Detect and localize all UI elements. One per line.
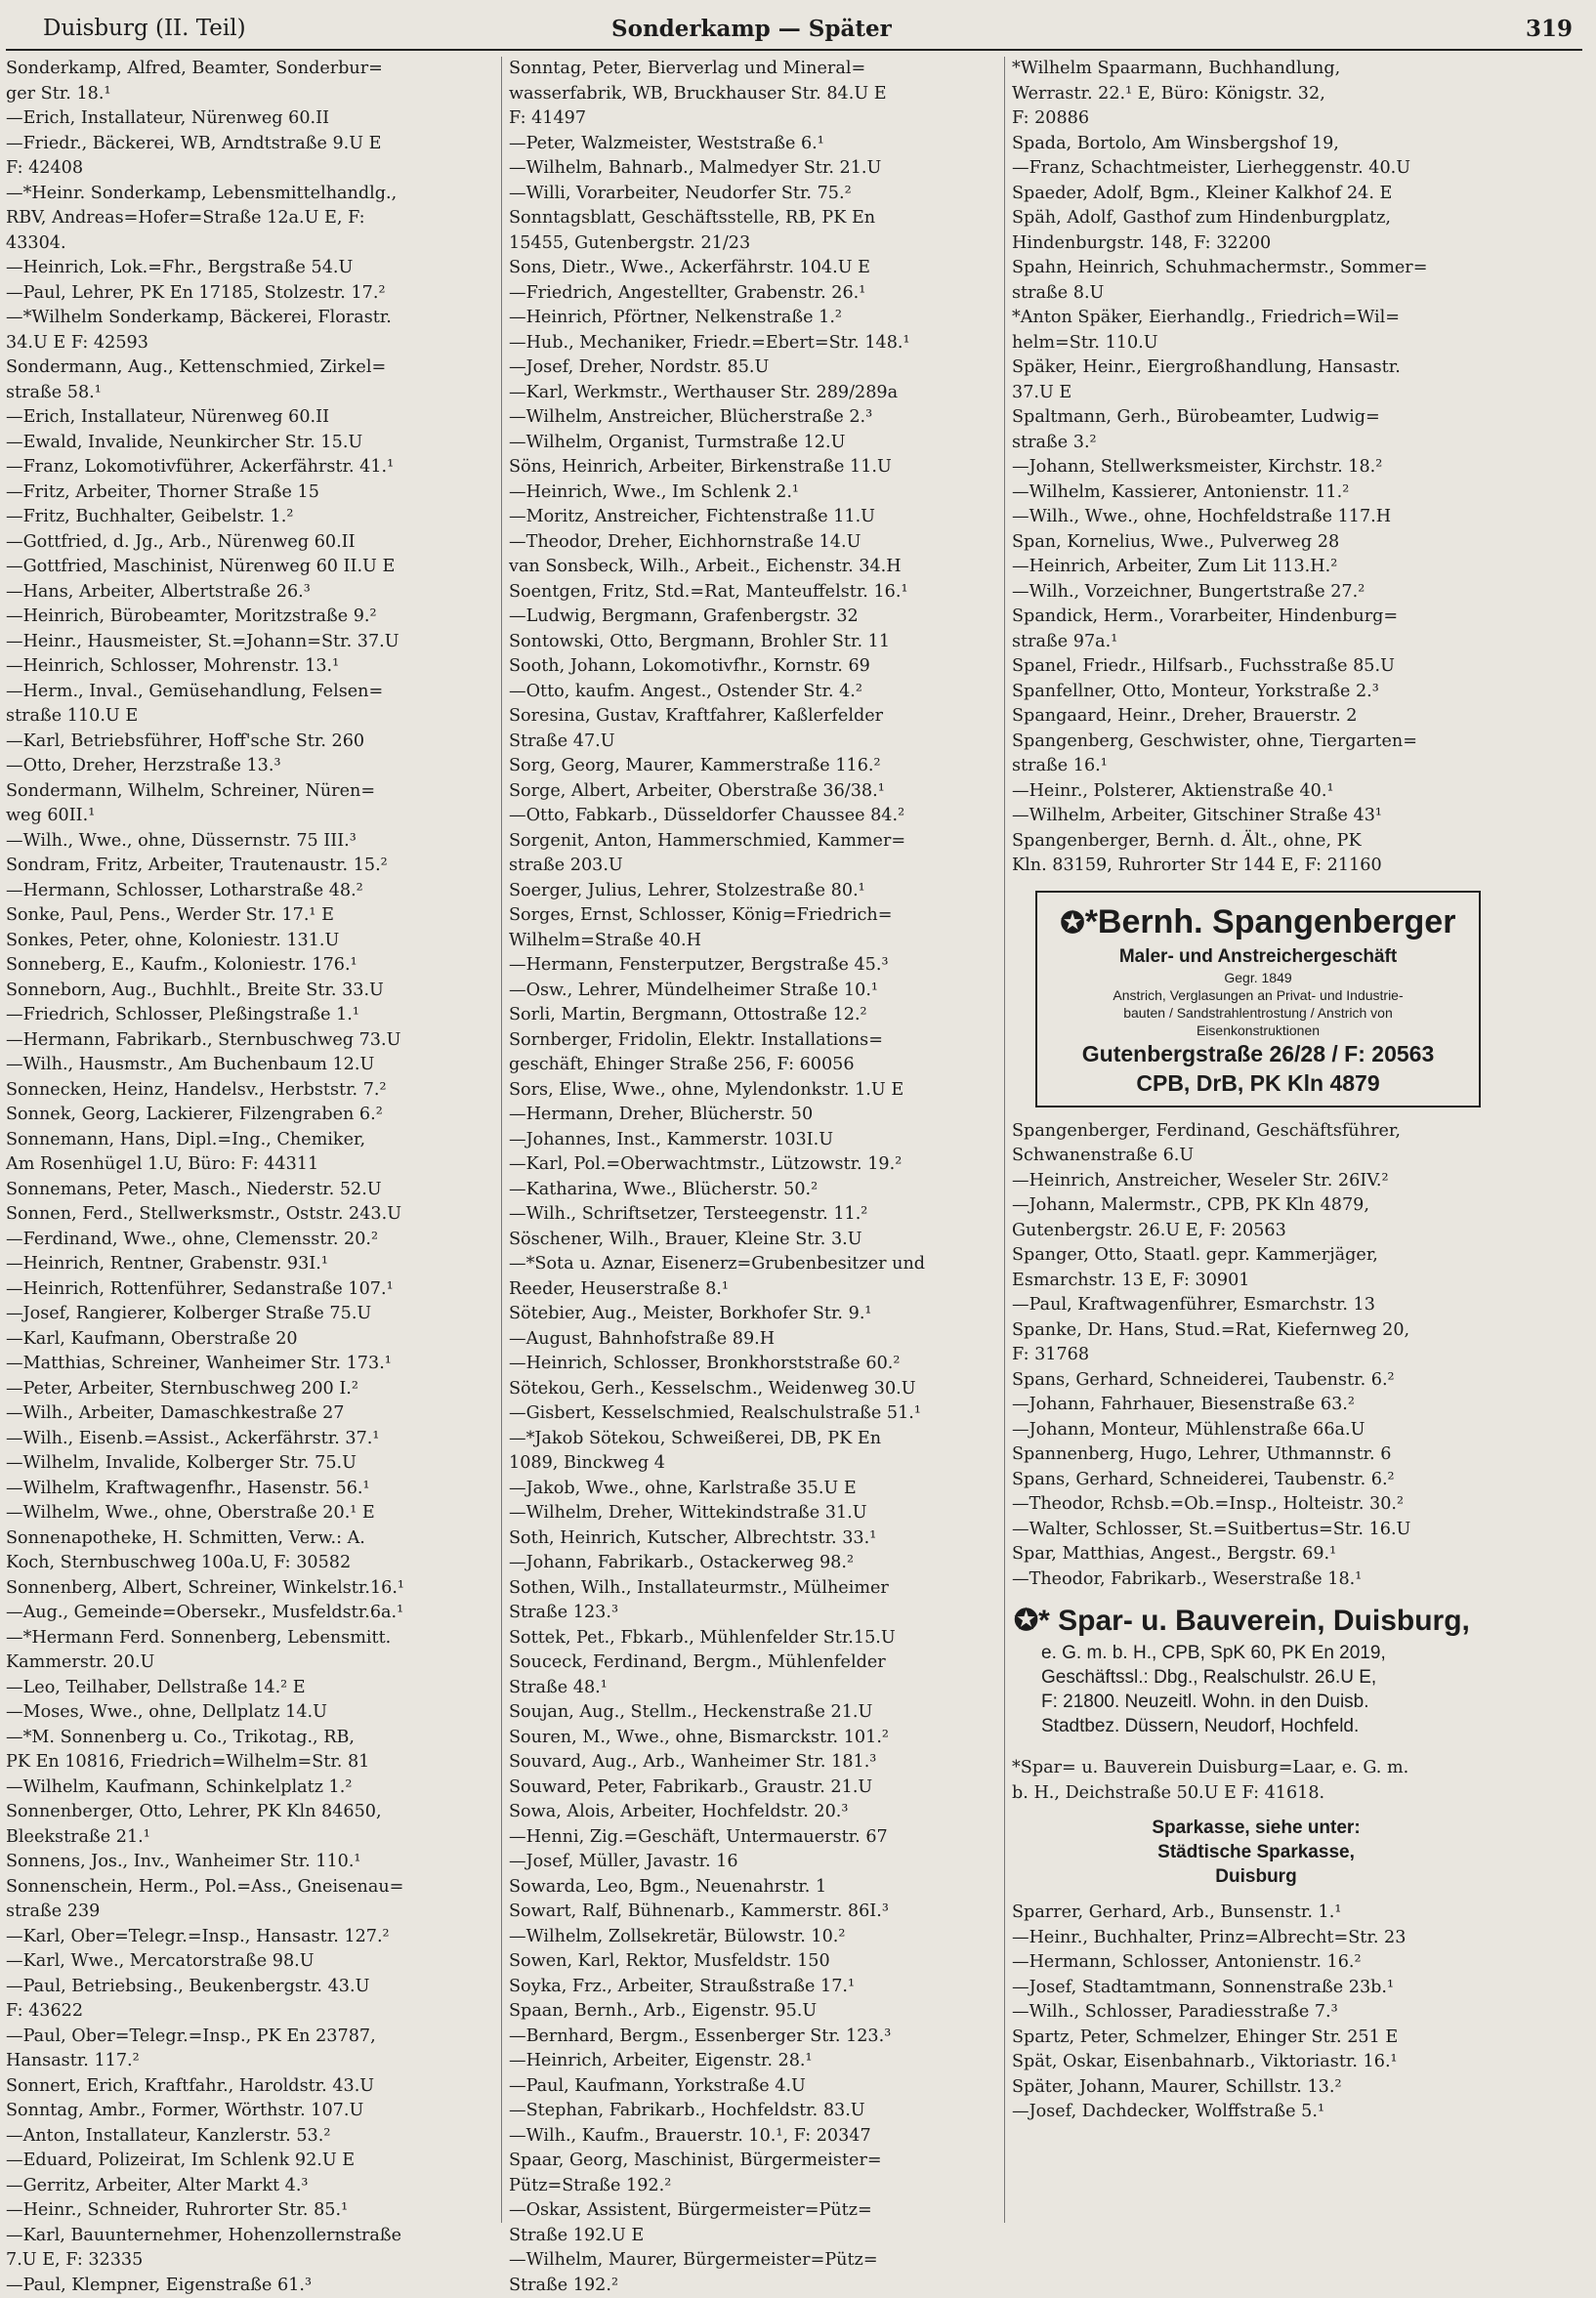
directory-entry-line: RBV, Andreas=Hofer=Straße 12a.U E, F: (6, 206, 494, 231)
directory-entry-line: —Friedrich, Angestellter, Grabenstr. 26.¹ (509, 281, 997, 307)
directory-entry-line: —Heinrich, Wwe., Im Schlenk 2.¹ (509, 480, 997, 506)
directory-entry-line: Sonntagsblatt, Geschäftsstelle, RB, PK En (509, 206, 997, 231)
directory-entry-line: —Hub., Mechaniker, Friedr.=Ebert=Str. 148.¹ (509, 331, 997, 356)
directory-entry-line: —Wilh., Arbeiter, Damaschkestraße 27 (6, 1401, 494, 1427)
directory-entry-line: —Anton, Installateur, Kanzlerstr. 53.² (6, 2124, 494, 2150)
directory-entry-line: Sorgenit, Anton, Hammerschmied, Kammer= (509, 829, 997, 855)
directory-entry-line: Spandick, Herm., Vorarbeiter, Hindenburg= (1012, 605, 1500, 630)
column-3-mid-entries (1012, 1119, 1500, 1593)
directory-entry-line: —Heinrich, Bürobeamter, Moritzstraße 9.² (6, 605, 494, 630)
directory-entry-line: —Heinrich, Arbeiter, Eigenstr. 28.¹ (509, 2049, 997, 2074)
directory-entry-line: —Fritz, Buchhalter, Geibelstr. 1.² (6, 505, 494, 530)
directory-entry-line: —*Hermann Ferd. Sonnenberg, Lebensmitt. (6, 1626, 494, 1651)
directory-entry-line: —Paul, Kaufmann, Yorkstraße 4.U (509, 2074, 997, 2100)
directory-entry-line: Spaan, Bernh., Arb., Eigenstr. 95.U (509, 1999, 997, 2025)
directory-entry-line: Sontowski, Otto, Bergmann, Brohler Str. 11 (509, 630, 997, 655)
directory-entry-line: —Wilhelm, Kaufmann, Schinkelplatz 1.² (6, 1776, 494, 1801)
directory-entry-line: Später, Johann, Maurer, Schillstr. 13.² (1012, 2075, 1500, 2101)
directory-entry-line: Sonneberg, E., Kaufm., Koloniestr. 176.¹ (6, 953, 494, 979)
directory-entry-line: Sondermann, Aug., Kettenschmied, Zirkel= (6, 355, 494, 381)
directory-entry-line: —August, Bahnhofstraße 89.H (509, 1327, 997, 1353)
directory-entry-line: —Jakob, Wwe., ohne, Karlstraße 35.U E (509, 1477, 997, 1502)
directory-entry-line: Spanfellner, Otto, Monteur, Yorkstraße 2.³ (1012, 680, 1500, 705)
directory-entry-line: Sonke, Paul, Pens., Werder Str. 17.¹ E (6, 903, 494, 929)
directory-entry-line: straße 58.¹ (6, 381, 494, 406)
directory-entry-line: Sonnenberger, Otto, Lehrer, PK Kln 84650, (6, 1800, 494, 1825)
directory-entry-line: —Otto, kaufm. Angest., Ostender Str. 4.² (509, 680, 997, 705)
directory-entry-line: Sondermann, Wilhelm, Schreiner, Nüren= (6, 779, 494, 805)
ad-banks: CPB, DrB, PK Kln 4879 (1047, 1068, 1469, 1098)
directory-entry-line: —Wilh., Schriftsetzer, Tersteegenstr. 11.² (509, 1202, 997, 1228)
directory-entry-line: —Hermann, Schlosser, Antonienstr. 16.² (1012, 1950, 1500, 1976)
directory-entry-line: —Erich, Installateur, Nürenweg 60.II (6, 405, 494, 431)
directory-entry-line: Spans, Gerhard, Schneiderei, Taubenstr. 6.² (1012, 1368, 1500, 1394)
directory-entry-line: Spans, Gerhard, Schneiderei, Taubenstr. 6.² (1012, 1468, 1500, 1493)
directory-entry-line: Sons, Dietr., Wwe., Ackerfährstr. 104.U E (509, 256, 997, 281)
directory-entry-line: —Paul, Klempner, Eigenstraße 61.³ (6, 2274, 494, 2298)
directory-entry-line: —Erich, Installateur, Nürenweg 60.II (6, 106, 494, 132)
directory-entry-line: —Wilh., Schlosser, Paradiesstraße 7.³ (1012, 2000, 1500, 2026)
directory-entry-line: b. H., Deichstraße 50.U E F: 41618. (1012, 1781, 1500, 1807)
directory-entry-line: —Heinrich, Anstreicher, Weseler Str. 26IV.² (1012, 1169, 1500, 1194)
directory-entry-line: Sottek, Pet., Fbkarb., Mühlenfelder Str.15.U (509, 1626, 997, 1651)
directory-entry-line: Pütz=Straße 192.² (509, 2174, 997, 2199)
directory-entry-line: Spanel, Friedr., Hilfsarb., Fuchsstraße 85.U (1012, 654, 1500, 680)
directory-entry-line: —Hermann, Fabrikarb., Sternbuschweg 73.U (6, 1028, 494, 1054)
directory-entry-line: Sötebier, Aug., Meister, Borkhofer Str. 9.¹ (509, 1302, 997, 1327)
page-number: 319 (1526, 16, 1573, 42)
directory-entry-line: —Wilhelm, Anstreicher, Blücherstraße 2.³ (509, 405, 997, 431)
directory-entry-line: Souward, Peter, Fabrikarb., Graustr. 21.U (509, 1776, 997, 1801)
spar-line-2: Geschäftssl.: Dbg., Realschulstr. 26.U E, (1014, 1665, 1500, 1690)
directory-entry-line: —Otto, Fabkarb., Düsseldorfer Chaussee 84.² (509, 804, 997, 829)
directory-entry-line: Straße 47.U (509, 730, 997, 755)
directory-entry-line: Späh, Adolf, Gasthof zum Hindenburgplatz, (1012, 206, 1500, 231)
directory-entry-line: Sonnenberg, Albert, Schreiner, Winkelstr.16.¹ (6, 1576, 494, 1602)
directory-entry-line: —Johann, Fabrikarb., Ostackerweg 98.² (509, 1551, 997, 1576)
directory-entry-line: straße 8.U (1012, 281, 1500, 307)
directory-entry-line: —Wilhelm, Invalide, Kolberger Str. 75.U (6, 1451, 494, 1477)
directory-entry-line: wasserfabrik, WB, Bruckhauser Str. 84.U E (509, 82, 997, 107)
directory-entry-line: Sorge, Albert, Arbeiter, Oberstraße 36/38.¹ (509, 779, 997, 805)
directory-entry-line: Sötekou, Gerh., Kesselschm., Weidenweg 30.U (509, 1377, 997, 1402)
directory-entry-line: F: 31768 (1012, 1343, 1500, 1368)
directory-entry-line: —Peter, Arbeiter, Sternbuschweg 200 I.² (6, 1377, 494, 1402)
directory-entry-line: straße 97a.¹ (1012, 630, 1500, 655)
directory-entry-line: —Gottfried, Maschinist, Nürenweg 60 II.U E (6, 555, 494, 580)
sparkasse-line-1: Sparkasse, siehe unter: (1012, 1816, 1500, 1840)
directory-entry-line: 37.U E (1012, 381, 1500, 406)
directory-entry-line: —Friedrich, Schlosser, Pleßingstraße 1.¹ (6, 1003, 494, 1028)
directory-entry-line: —*M. Sonnenberg u. Co., Trikotag., RB, (6, 1726, 494, 1751)
directory-entry-line: —Willi, Vorarbeiter, Neudorfer Str. 75.² (509, 182, 997, 207)
ad-description-1: Anstrich, Verglasungen an Privat- und Industrie- (1047, 986, 1469, 1004)
directory-entry-line: —Stephan, Fabrikarb., Hochfeldstr. 83.U (509, 2099, 997, 2124)
directory-entry-line: —Karl, Kaufmann, Oberstraße 20 (6, 1327, 494, 1353)
directory-entry-line: Sooth, Johann, Lokomotivfhr., Kornstr. 69 (509, 654, 997, 680)
directory-entry-line: Sowen, Karl, Rektor, Musfeldstr. 150 (509, 1949, 997, 1975)
directory-entry-line: —Wilh., Hausmstr., Am Buchenbaum 12.U (6, 1053, 494, 1078)
directory-entry-line: —Peter, Walzmeister, Weststraße 6.¹ (509, 132, 997, 157)
directory-entry-line: —Wilhelm, Kassierer, Antonienstr. 11.² (1012, 480, 1500, 506)
directory-entry-line: —Wilhelm, Kraftwagenfhr., Hasenstr. 56.¹ (6, 1477, 494, 1502)
directory-entry-line: F: 20886 (1012, 106, 1500, 132)
directory-entry-line: —Eduard, Polizeirat, Im Schlenk 92.U E (6, 2149, 494, 2174)
directory-entry-line: Straße 192.U E (509, 2224, 997, 2249)
directory-entry-line: —Josef, Müller, Javastr. 16 (509, 1850, 997, 1875)
directory-entry-line: Sparrer, Gerhard, Arb., Bunsenstr. 1.¹ (1012, 1901, 1500, 1926)
directory-entry-line: —Gottfried, d. Jg., Arb., Nürenweg 60.II (6, 530, 494, 556)
directory-entry-line: Hansastr. 117.² (6, 2049, 494, 2074)
spar-line-4: Stadtbez. Düssern, Neudorf, Hochfeld. (1014, 1714, 1500, 1738)
directory-entry-line: Späker, Heinr., Eiergroßhandlung, Hansastr. (1012, 355, 1500, 381)
directory-entry-line: Sonnek, Georg, Lackierer, Filzengraben 6.² (6, 1103, 494, 1128)
columns (6, 57, 1582, 2225)
directory-entry-line: Bleekstraße 21.¹ (6, 1825, 494, 1851)
spar-title: * Spar- u. Bauverein, Duisburg, (1038, 1605, 1470, 1637)
ad-founded: Gegr. 1849 (1047, 969, 1469, 986)
directory-entry-line: Sorli, Martin, Bergmann, Ottostraße 12.² (509, 1003, 997, 1028)
directory-entry-line: Spangenberger, Bernh. d. Ält., ohne, PK (1012, 829, 1500, 855)
directory-entry-line: —Karl, Werkmstr., Werthauser Str. 289/289a (509, 381, 997, 406)
spar-bauverein-block (1014, 1602, 1500, 1738)
directory-entry-line: Reeder, Heuserstraße 8.¹ (509, 1277, 997, 1303)
ad-address: Gutenbergstraße 26/28 / F: 20563 (1047, 1039, 1469, 1068)
directory-entry-line: Sonnen, Ferd., Stellwerksmstr., Oststr. 243.U (6, 1202, 494, 1228)
directory-entry-line: Söns, Heinrich, Arbeiter, Birkenstraße 11.U (509, 455, 997, 480)
directory-entry-line: Kammerstr. 20.U (6, 1650, 494, 1676)
directory-entry-line: —Heinr., Polsterer, Aktienstraße 40.¹ (1012, 779, 1500, 805)
directory-entry-line: —Johann, Malermstr., CPB, PK Kln 4879, (1012, 1193, 1500, 1219)
directory-entry-line: *Spar= u. Bauverein Duisburg=Laar, e. G. m. (1012, 1756, 1500, 1781)
sparkasse-line-2: Städtische Sparkasse, (1012, 1840, 1500, 1864)
directory-entry-line: Straße 123.³ (509, 1601, 997, 1626)
directory-entry-line: Spät, Oskar, Eisenbahnarb., Viktoriastr. 16.¹ (1012, 2050, 1500, 2075)
directory-entry-line: Soresina, Gustav, Kraftfahrer, Kaßlerfelder (509, 704, 997, 730)
directory-entry-line: Soth, Heinrich, Kutscher, Albrechtstr. 33.¹ (509, 1526, 997, 1552)
directory-entry-line: Sonkes, Peter, ohne, Koloniestr. 131.U (6, 929, 494, 954)
directory-entry-line: —Leo, Teilhaber, Dellstraße 14.² E (6, 1676, 494, 1701)
directory-entry-line: —Osw., Lehrer, Mündelheimer Straße 10.¹ (509, 979, 997, 1004)
directory-entry-line: —Johann, Fahrhauer, Biesenstraße 63.² (1012, 1393, 1500, 1418)
directory-entry-line: Sonderkamp, Alfred, Beamter, Sonderbur= (6, 57, 494, 82)
directory-entry-line: Sorges, Ernst, Schlosser, König=Friedrich= (509, 903, 997, 929)
directory-entry-line: Spar, Matthias, Angest., Bergstr. 69.¹ (1012, 1542, 1500, 1567)
directory-entry-line: weg 60II.¹ (6, 804, 494, 829)
directory-entry-line: —Johannes, Inst., Kammerstr. 103I.U (509, 1128, 997, 1153)
directory-entry-line: —Walter, Schlosser, St.=Suitbertus=Str. 16.U (1012, 1518, 1500, 1543)
directory-entry-line: —Wilhelm, Bahnarb., Malmedyer Str. 21.U (509, 156, 997, 182)
directory-entry-line: Soujan, Aug., Stellm., Heckenstraße 21.U (509, 1700, 997, 1726)
directory-entry-line: Spaar, Georg, Maschinist, Bürgermeister= (509, 2149, 997, 2174)
directory-entry-line: —Ferdinand, Wwe., ohne, Clemensstr. 20.² (6, 1228, 494, 1253)
directory-entry-line: Esmarchstr. 13 E, F: 30901 (1012, 1269, 1500, 1294)
directory-entry-line: —Josef, Rangierer, Kolberger Straße 75.U (6, 1302, 494, 1327)
column-3 (1012, 57, 1500, 2223)
header-city: Duisburg (II. Teil) (43, 16, 246, 41)
directory-entry-line: —Heinrich, Lok.=Fhr., Bergstraße 54.U (6, 256, 494, 281)
directory-entry-line: —*Jakob Sötekou, Schweißerei, DB, PK En (509, 1427, 997, 1452)
directory-entry-line: Sonnenschein, Herm., Pol.=Ass., Gneisenau= (6, 1875, 494, 1901)
directory-entry-line: —Theodor, Fabrikarb., Weserstraße 18.¹ (1012, 1567, 1500, 1593)
directory-entry-line: Soentgen, Fritz, Std.=Rat, Manteuffelstr. 16.¹ (509, 580, 997, 606)
directory-entry-line: —Josef, Dachdecker, Wolffstraße 5.¹ (1012, 2100, 1500, 2125)
directory-entry-line: Hindenburgstr. 148, F: 32200 (1012, 231, 1500, 257)
directory-entry-line: Spaltmann, Gerh., Bürobeamter, Ludwig= (1012, 405, 1500, 431)
directory-entry-line: Sowarda, Leo, Bgm., Neuenahrstr. 1 (509, 1875, 997, 1901)
spar-line-1: e. G. m. b. H., CPB, SpK 60, PK En 2019, (1014, 1641, 1500, 1665)
directory-entry-line: ger Str. 18.¹ (6, 82, 494, 107)
ad-company-name: *Bernh. Spangenberger (1085, 903, 1456, 940)
directory-entry-line: Spada, Bortolo, Am Winsbergshof 19, (1012, 132, 1500, 157)
directory-entry-line: *Wilhelm Spaarmann, Buchhandlung, (1012, 57, 1500, 82)
directory-entry-line: —Karl, Pol.=Oberwachtmstr., Lützowstr. 19.² (509, 1152, 997, 1178)
directory-entry-line: Gutenbergstr. 26.U E, F: 20563 (1012, 1219, 1500, 1244)
directory-entry-line: —Hans, Arbeiter, Albertstraße 26.³ (6, 580, 494, 606)
directory-entry-line: Schwanenstraße 6.U (1012, 1144, 1500, 1169)
directory-entry-line: —Heinrich, Rentner, Grabenstr. 93I.¹ (6, 1252, 494, 1277)
directory-entry-line: —Ludwig, Bergmann, Grafenbergstr. 32 (509, 605, 997, 630)
directory-entry-line: —Johann, Stellwerksmeister, Kirchstr. 18.² (1012, 455, 1500, 480)
ad-description-2: bauten / Sandstrahlentrostung / Anstrich von (1047, 1004, 1469, 1022)
directory-entry-line: —Wilh., Wwe., ohne, Hochfeldstraße 117.H (1012, 505, 1500, 530)
directory-entry-line: Span, Kornelius, Wwe., Pulverweg 28 (1012, 530, 1500, 556)
company-logo-icon: ✪ (1014, 1605, 1038, 1637)
directory-entry-line: 15455, Gutenbergstr. 21/23 (509, 231, 997, 257)
directory-entry-line: —Franz, Lokomotivführer, Ackerfährstr. 41.¹ (6, 455, 494, 480)
directory-entry-line: —Paul, Kraftwagenführer, Esmarchstr. 13 (1012, 1293, 1500, 1318)
sparkasse-line-3: Duisburg (1012, 1864, 1500, 1889)
directory-entry-line: 1089, Binckweg 4 (509, 1451, 997, 1477)
directory-entry-line: —Karl, Wwe., Mercatorstraße 98.U (6, 1949, 494, 1975)
directory-entry-line: —Wilhelm, Arbeiter, Gitschiner Straße 43¹ (1012, 804, 1500, 829)
directory-entry-line: Spangaard, Heinr., Dreher, Brauerstr. 2 (1012, 704, 1500, 730)
directory-entry-line: 43304. (6, 231, 494, 257)
directory-entry-line: —Heinrich, Pförtner, Nelkenstraße 1.² (509, 306, 997, 331)
directory-entry-line: straße 16.¹ (1012, 754, 1500, 779)
directory-entry-line: Sornberger, Fridolin, Elektr. Installations= (509, 1028, 997, 1054)
directory-entry-line: —Theodor, Rchsb.=Ob.=Insp., Holteistr. 30.² (1012, 1492, 1500, 1518)
directory-entry-line: Sonnecken, Heinz, Handelsv., Herbststr. 7.² (6, 1078, 494, 1104)
directory-entry-line: —Wilhelm, Organist, Turmstraße 12.U (509, 431, 997, 456)
directory-entry-line: —Wilhelm, Wwe., ohne, Oberstraße 20.¹ E (6, 1501, 494, 1526)
directory-entry-line: —Heinrich, Schlosser, Mohrenstr. 13.¹ (6, 654, 494, 680)
directory-entry-line: —Josef, Dreher, Nordstr. 85.U (509, 355, 997, 381)
directory-entry-line: —Paul, Lehrer, PK En 17185, Stolzestr. 17.² (6, 281, 494, 307)
directory-entry-line: Spanger, Otto, Staatl. gepr. Kammerjäger, (1012, 1243, 1500, 1269)
directory-entry-line: —Matthias, Schreiner, Wanheimer Str. 173.¹ (6, 1352, 494, 1377)
spangenberger-advertisement (1035, 891, 1481, 1107)
directory-entry-line: —Josef, Stadtamtmann, Sonnenstraße 23b.¹ (1012, 1976, 1500, 2001)
directory-entry-line: Spangenberg, Geschwister, ohne, Tiergarten= (1012, 730, 1500, 755)
directory-entry-line: —Gerritz, Arbeiter, Alter Markt 4.³ (6, 2174, 494, 2199)
directory-entry-line: —Heinrich, Arbeiter, Zum Lit 113.H.² (1012, 555, 1500, 580)
directory-entry-line: Souvard, Aug., Arb., Wanheimer Str. 181.³ (509, 1750, 997, 1776)
directory-entry-line: —Paul, Betriebsing., Beukenbergstr. 43.U (6, 1975, 494, 2000)
directory-entry-line: Sondram, Fritz, Arbeiter, Trautenaustr. 15.² (6, 854, 494, 879)
directory-entry-line: straße 203.U (509, 854, 997, 879)
directory-entry-line: Soerger, Julius, Lehrer, Stolzestraße 80.¹ (509, 879, 997, 904)
directory-entry-line: F: 41497 (509, 106, 997, 132)
directory-entry-line: Souren, M., Wwe., ohne, Bismarckstr. 101.² (509, 1726, 997, 1751)
directory-entry-line: Sonnemann, Hans, Dipl.=Ing., Chemiker, (6, 1128, 494, 1153)
directory-entry-line: Spannenberg, Hugo, Lehrer, Uthmannstr. 6 (1012, 1442, 1500, 1468)
directory-entry-line: Werrastr. 22.¹ E, Büro: Königstr. 32, (1012, 82, 1500, 107)
directory-entry-line: Sonnert, Erich, Kraftfahr., Haroldstr. 43.U (6, 2074, 494, 2100)
column-divider (1004, 57, 1005, 2223)
directory-entry-line: geschäft, Ehinger Straße 256, F: 60056 (509, 1053, 997, 1078)
directory-entry-line: straße 110.U E (6, 704, 494, 730)
directory-entry-line: Sors, Elise, Wwe., ohne, Mylendonkstr. 1.U E (509, 1078, 997, 1104)
directory-entry-line: —Hermann, Schlosser, Lotharstraße 48.² (6, 879, 494, 904)
directory-entry-line: —Karl, Bauunternehmer, Hohenzollernstraße (6, 2224, 494, 2249)
directory-entry-line: F: 42408 (6, 156, 494, 182)
directory-entry-line: Am Rosenhügel 1.U, Büro: F: 44311 (6, 1152, 494, 1178)
directory-entry-line: straße 239 (6, 1900, 494, 1925)
directory-entry-line: Kln. 83159, Ruhrorter Str 144 E, F: 21160 (1012, 854, 1500, 879)
directory-entry-line: —Katharina, Wwe., Blücherstr. 50.² (509, 1178, 997, 1203)
column-3-top-entries (1012, 57, 1500, 879)
directory-entry-line: —Theodor, Dreher, Eichhornstraße 14.U (509, 530, 997, 556)
directory-entry-line: Sonntag, Ambr., Former, Wörthstr. 107.U (6, 2099, 494, 2124)
directory-entry-line: Sowa, Alois, Arbeiter, Hochfeldstr. 20.³ (509, 1800, 997, 1825)
directory-entry-line: helm=Str. 110.U (1012, 331, 1500, 356)
directory-entry-line: —Otto, Dreher, Herzstraße 13.³ (6, 754, 494, 779)
directory-entry-line: Koch, Sternbuschweg 100a.U, F: 30582 (6, 1551, 494, 1576)
directory-entry-line: —Heinr., Schneider, Ruhrorter Str. 85.¹ (6, 2198, 494, 2224)
directory-entry-line: Spanke, Dr. Hans, Stud.=Rat, Kiefernweg 20, (1012, 1318, 1500, 1344)
directory-entry-line: —Heinrich, Schlosser, Bronkhorststraße 60.² (509, 1352, 997, 1377)
directory-entry-line: —Gisbert, Kesselschmied, Realschulstraße 51.¹ (509, 1401, 997, 1427)
directory-entry-line: —Heinr., Buchhalter, Prinz=Albrecht=Str. 23 (1012, 1926, 1500, 1951)
directory-entry-line: —Moses, Wwe., ohne, Dellplatz 14.U (6, 1700, 494, 1726)
column-3-spar2-entries (1012, 1756, 1500, 1806)
directory-entry-line: —*Heinr. Sonderkamp, Lebensmittelhandlg., (6, 182, 494, 207)
directory-entry-line: —Wilhelm, Dreher, Wittekindstraße 31.U (509, 1501, 997, 1526)
directory-entry-line: Spaeder, Adolf, Bgm., Kleiner Kalkhof 24. E (1012, 182, 1500, 207)
ad-trade: Maler- und Anstreichergeschäft (1047, 945, 1469, 969)
directory-entry-line: —Bernhard, Bergm., Essenberger Str. 123.³ (509, 2025, 997, 2050)
directory-entry-line: Soyka, Frz., Arbeiter, Straußstraße 17.¹ (509, 1975, 997, 2000)
directory-entry-line: 7.U E, F: 32335 (6, 2248, 494, 2274)
directory-entry-line: —Hermann, Dreher, Blücherstr. 50 (509, 1103, 997, 1128)
directory-entry-line: *Anton Späker, Eierhandlg., Friedrich=Wil= (1012, 306, 1500, 331)
directory-entry-line: 34.U E F: 42593 (6, 331, 494, 356)
directory-entry-line: —*Wilhelm Sonderkamp, Bäckerei, Florastr. (6, 306, 494, 331)
directory-entry-line: —Wilhelm, Zollsekretär, Bülowstr. 10.² (509, 1925, 997, 1950)
directory-entry-line: —Fritz, Arbeiter, Thorner Straße 15 (6, 480, 494, 506)
sparkasse-reference (1012, 1816, 1500, 1889)
directory-entry-line: —Karl, Ober=Telegr.=Insp., Hansastr. 127.² (6, 1925, 494, 1950)
column-divider (501, 57, 502, 2223)
directory-entry-line: —Oskar, Assistent, Bürgermeister=Pütz= (509, 2198, 997, 2224)
directory-entry-line: Spartz, Peter, Schmelzer, Ehinger Str. 251 E (1012, 2026, 1500, 2051)
directory-entry-line: —Friedr., Bäckerei, WB, Arndtstraße 9.U E (6, 132, 494, 157)
page-header (6, 10, 1582, 51)
directory-entry-line: —Wilh., Vorzeichner, Bungertstraße 27.² (1012, 580, 1500, 606)
directory-entry-line: Sonnenapotheke, H. Schmitten, Verw.: A. (6, 1526, 494, 1552)
directory-entry-line: Sonneborn, Aug., Buchhlt., Breite Str. 33.U (6, 979, 494, 1004)
directory-entry-line: Sonntag, Peter, Bierverlag und Mineral= (509, 57, 997, 82)
directory-entry-line: —Aug., Gemeinde=Obersekr., Musfeldstr.6a.¹ (6, 1601, 494, 1626)
directory-entry-line: —Wilhelm, Maurer, Bürgermeister=Pütz= (509, 2248, 997, 2274)
directory-entry-line: —Wilh., Eisenb.=Assist., Ackerfährstr. 37.¹ (6, 1427, 494, 1452)
directory-entry-line: —Moritz, Anstreicher, Fichtenstraße 11.U (509, 505, 997, 530)
directory-entry-line: Straße 192.² (509, 2274, 997, 2298)
directory-entry-line: Wilhelm=Straße 40.H (509, 929, 997, 954)
directory-entry-line: F: 43622 (6, 1999, 494, 2025)
column-1 (6, 57, 494, 2223)
company-logo-icon: ✪ (1061, 907, 1085, 940)
directory-entry-line: —Wilh., Wwe., ohne, Düssernstr. 75 III.³ (6, 829, 494, 855)
directory-entry-line: —Wilh., Kaufm., Brauerstr. 10.¹, F: 20347 (509, 2124, 997, 2150)
directory-entry-line: Sorg, Georg, Maurer, Kammerstraße 116.² (509, 754, 997, 779)
directory-entry-line: —Henni, Zig.=Geschäft, Untermauerstr. 67 (509, 1825, 997, 1851)
directory-entry-line: Söschener, Wilh., Brauer, Kleine Str. 3.U (509, 1228, 997, 1253)
directory-entry-line: —Ewald, Invalide, Neunkircher Str. 15.U (6, 431, 494, 456)
directory-entry-line: Spahn, Heinrich, Schuhmachermstr., Sommer= (1012, 256, 1500, 281)
directory-entry-line: —Heinr., Hausmeister, St.=Johann=Str. 37.U (6, 630, 494, 655)
directory-entry-line: Souceck, Ferdinand, Bergm., Mühlenfelder (509, 1650, 997, 1676)
directory-entry-line: —Paul, Ober=Telegr.=Insp., PK En 23787, (6, 2025, 494, 2050)
directory-entry-line: Straße 48.¹ (509, 1676, 997, 1701)
directory-entry-line: —Karl, Betriebsführer, Hoff'sche Str. 260 (6, 730, 494, 755)
header-range: Sonderkamp — Später (611, 16, 892, 42)
directory-entry-line: —Johann, Monteur, Mühlenstraße 66a.U (1012, 1418, 1500, 1443)
directory-entry-line: Sonnens, Jos., Inv., Wanheimer Str. 110.¹ (6, 1850, 494, 1875)
column-2 (509, 57, 997, 2223)
ad-description-3: Eisenkonstruktionen (1047, 1022, 1469, 1039)
directory-entry-line: Sowart, Ralf, Bühnenarb., Kammerstr. 86I.³ (509, 1900, 997, 1925)
directory-entry-line: straße 3.² (1012, 431, 1500, 456)
directory-entry-line: —Herm., Inval., Gemüsehandlung, Felsen= (6, 680, 494, 705)
directory-entry-line: PK En 10816, Friedrich=Wilhelm=Str. 81 (6, 1750, 494, 1776)
directory-entry-line: Sonnemans, Peter, Masch., Niederstr. 52.U (6, 1178, 494, 1203)
spar-line-3: F: 21800. Neuzeitl. Wohn. in den Duisb. (1014, 1690, 1500, 1714)
directory-entry-line: —Franz, Schachtmeister, Lierheggenstr. 40.U (1012, 156, 1500, 182)
column-3-bottom-entries (1012, 1901, 1500, 2125)
directory-entry-line: Sothen, Wilh., Installateurmstr., Mülheimer (509, 1576, 997, 1602)
directory-entry-line: —*Sota u. Aznar, Eisenerz=Grubenbesitzer und (509, 1252, 997, 1277)
directory-entry-line: Spangenberger, Ferdinand, Geschäftsführer, (1012, 1119, 1500, 1145)
directory-entry-line: —Heinrich, Rottenführer, Sedanstraße 107.¹ (6, 1277, 494, 1303)
directory-entry-line: —Hermann, Fensterputzer, Bergstraße 45.³ (509, 953, 997, 979)
directory-entry-line: van Sonsbeck, Wilh., Arbeit., Eichenstr. 34.H (509, 555, 997, 580)
